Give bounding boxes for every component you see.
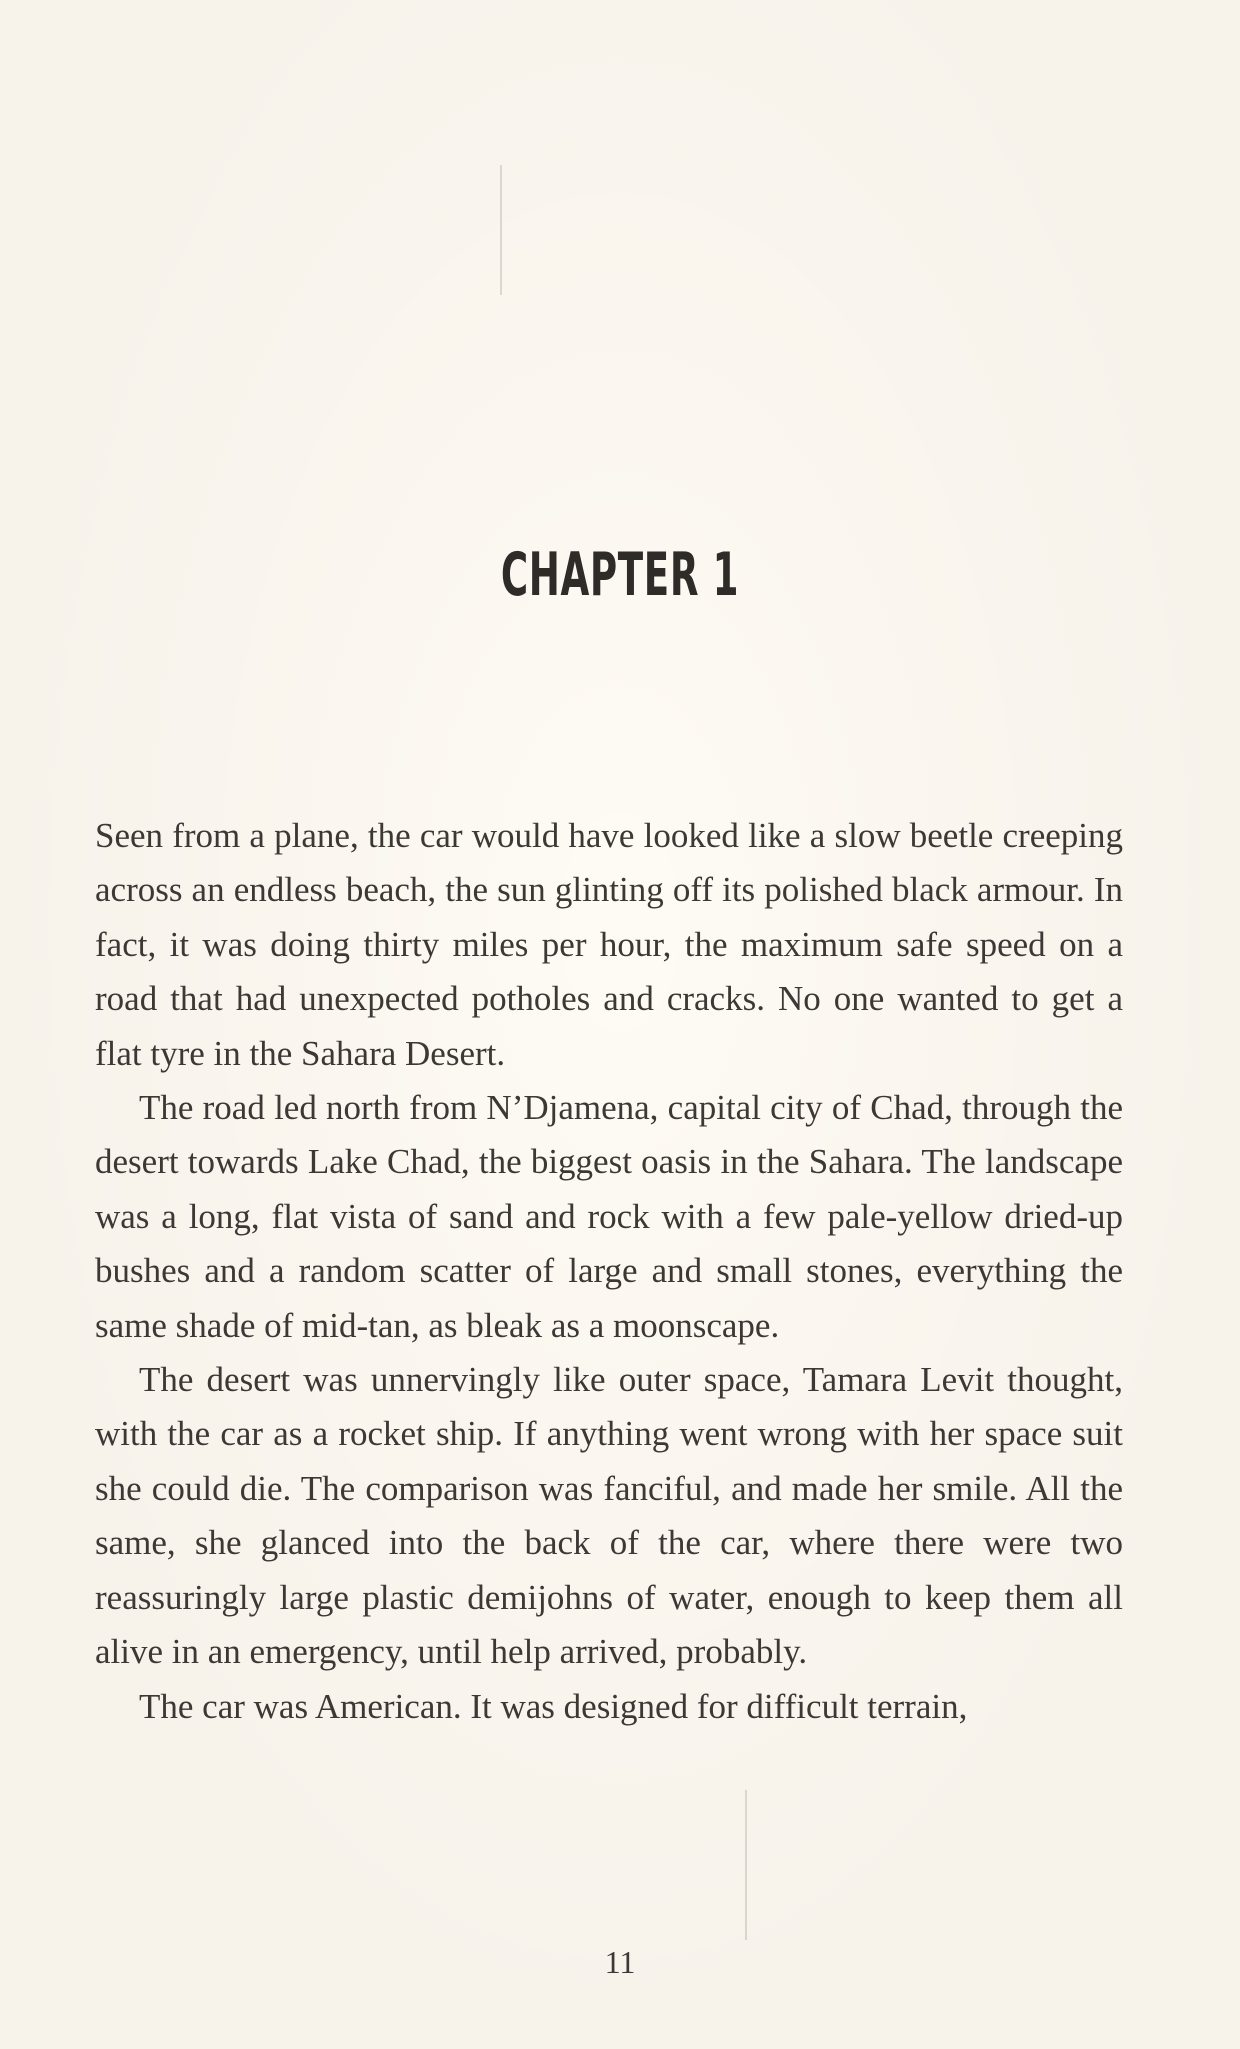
- paragraph: The desert was unnervingly like outer space, Tamara Levit thought, with the car as a rocket ship. If anything went wrong with her space suit she could die. The comparison was fanciful, and made her smile. All the same, she glanced into the back of the car, where there were two reassuringly large plastic demijohns of water, enough to keep them all alive in an emergency, until help arrived, probably.: [95, 1360, 1123, 1672]
- scan-mark-vertical-bottom: [745, 1790, 747, 1940]
- scan-mark-vertical-top: [500, 165, 502, 295]
- chapter-heading: CHAPTER 1: [500, 540, 740, 611]
- page-number: 11: [604, 1944, 636, 1980]
- paragraph: The road led north from N’Djamena, capital city of Chad, through the desert towards Lake Chad, the biggest oasis in the Sahara. The landscape was a long, flat vista of sand and rock with a few pale-yellow dried-up bushes and a random scatter of large and small stones, everything the same shade of mid-tan, as bleak as a moonscape.: [95, 1088, 1123, 1345]
- paragraph: The car was American. It was designed for difficult terrain,: [139, 1686, 968, 1726]
- body-text: [95, 809, 1123, 1734]
- paragraph: Seen from a plane, the car would have looked like a slow beetle creeping across an endless beach, the sun glinting off its polished black armour. In fact, it was doing thirty miles per hour, the maximum safe speed on a road that had unexpected potholes and cracks. No one wanted to get a flat tyre in the Sahara Desert.: [95, 816, 1123, 1073]
